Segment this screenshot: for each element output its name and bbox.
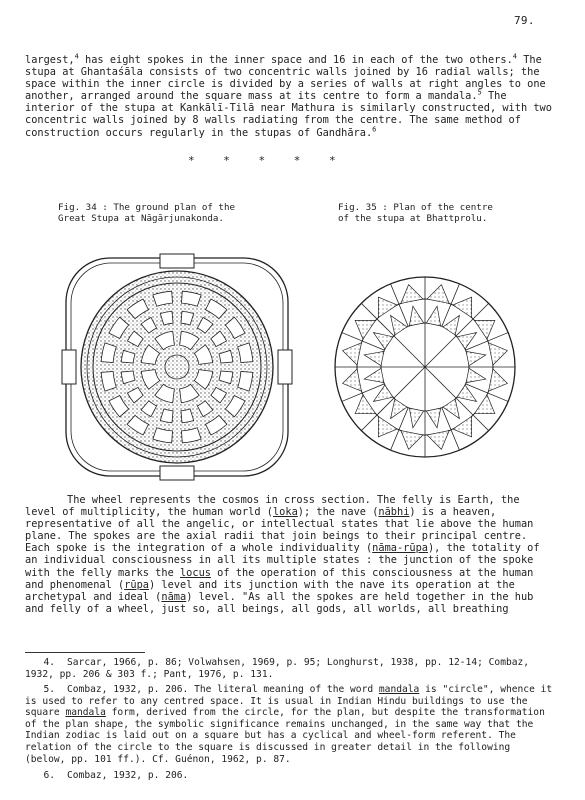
top-paragraph — [25, 54, 555, 139]
footnote-text: Sarcar, 1966, p. 86; Volwahsen, 1969, p. 95; Longhurst, 1938, pp. 12-14; Combaz, 1932, pp. 206 & 303 f.; Pant, 1976, p. 131. — [25, 657, 530, 680]
footnote-5 — [25, 684, 555, 765]
text-run: ) level. "As all the spokes are held together in the hub and felly of a wheel, just so, all beings, all gods, all worlds, all breathing — [25, 590, 534, 615]
footnote-text: is "circle", whence it is used to refer to any centred space. It is usual in Indian Hindu buildings to use the square — [25, 684, 553, 719]
text-run: The wheel represents the cosmos in cross section. The felly is Earth, the level of multiplicity, the human world ( — [25, 494, 520, 519]
footnote-text: form, derived from the circle, for the plan, but despite the transformation of the plan shape, the symbolic significance remains unchanged, in the same way that the Indian zodiac is laid out on a square but has a cyclical and wheel-form referent. The relation of the circle to the square is discussed in greater detail in the following (below, pp. 101 ff.). Cf. Guénon, 1962, p. 87. — [25, 707, 545, 765]
footnote-number: 6. — [43, 770, 55, 781]
text-run: of the operation of this consciousness at the human and phenomenal ( — [25, 566, 534, 591]
footnote-6 — [25, 770, 555, 782]
page-number: 79. — [514, 14, 535, 27]
footnote-text: Combaz, 1932, p. 206. — [67, 770, 189, 781]
underlined-term: locus — [179, 566, 211, 579]
footnote-text: Combaz, 1932, p. 206. The literal meaning of the word — [67, 684, 379, 695]
underlined-term: nābhi — [378, 506, 410, 519]
underlined-term: rūpa — [124, 578, 150, 591]
footnote-ref: 4 — [74, 52, 79, 61]
footnote-ref: 6 — [372, 125, 377, 134]
underlined-term: loka — [272, 506, 298, 519]
footnote-rule — [25, 652, 145, 653]
footnote-ref: 5 — [477, 88, 482, 97]
figure-35-centre-plan — [330, 272, 520, 462]
footnote-number: 4. — [43, 657, 55, 668]
text-run: ); the nave ( — [297, 506, 379, 519]
text-run: The stupa at Ghantaśāla consists of two concentric walls joined by 16 radial walls; the space within the inner circle is divided by a series of walls at right angles to one another, arranged around the square mass at its centre to form a mandala. — [25, 54, 546, 103]
figure-35-caption: Fig. 35 : Plan of the centre of the stupa at Bhattprolu. — [338, 202, 493, 224]
text-run: ), the totality of an individual consciousness in all its multiple states : the junction of the spoke with the felly marks the — [25, 542, 540, 579]
footnote-4 — [25, 657, 555, 680]
footnote-ref: 4 — [512, 52, 517, 61]
underlined-term: mandala — [65, 707, 106, 719]
underlined-term: nāma-rūpa — [372, 542, 428, 555]
figure-34-ground-plan — [60, 252, 294, 482]
figure-34-caption: Fig. 34 : The ground plan of the Great Stupa at Nāgārjunakonda. — [58, 202, 236, 224]
main-paragraph — [25, 494, 555, 615]
footnote-number: 5. — [43, 684, 55, 695]
underlined-term: nāma — [161, 590, 187, 603]
underlined-term: mandala — [378, 684, 420, 695]
text-run: ) level and its junction with the nave its operation at the archetypal and ideal ( — [25, 578, 515, 603]
text-run: has eight spokes in the inner space and 16 in each of the two others. — [78, 54, 513, 66]
text-run: ) is a heaven, representative of all the angelic, or intellectual states that lie above the human plane. The spokes are the axial radii that join beings to their principal centre. Each spoke is the integration of a whole individuality ( — [25, 506, 534, 555]
text-run: The interior of the stupa at Kankālī-Tilā near Mathura is similarly constructed, with two concentric walls joined by 8 walls radiating from the centre. The same method of construction occurs regularly in the stupas of Gandhāra. — [25, 90, 552, 139]
section-separator: * * * * * — [188, 154, 336, 167]
text-run: largest, — [25, 54, 75, 66]
